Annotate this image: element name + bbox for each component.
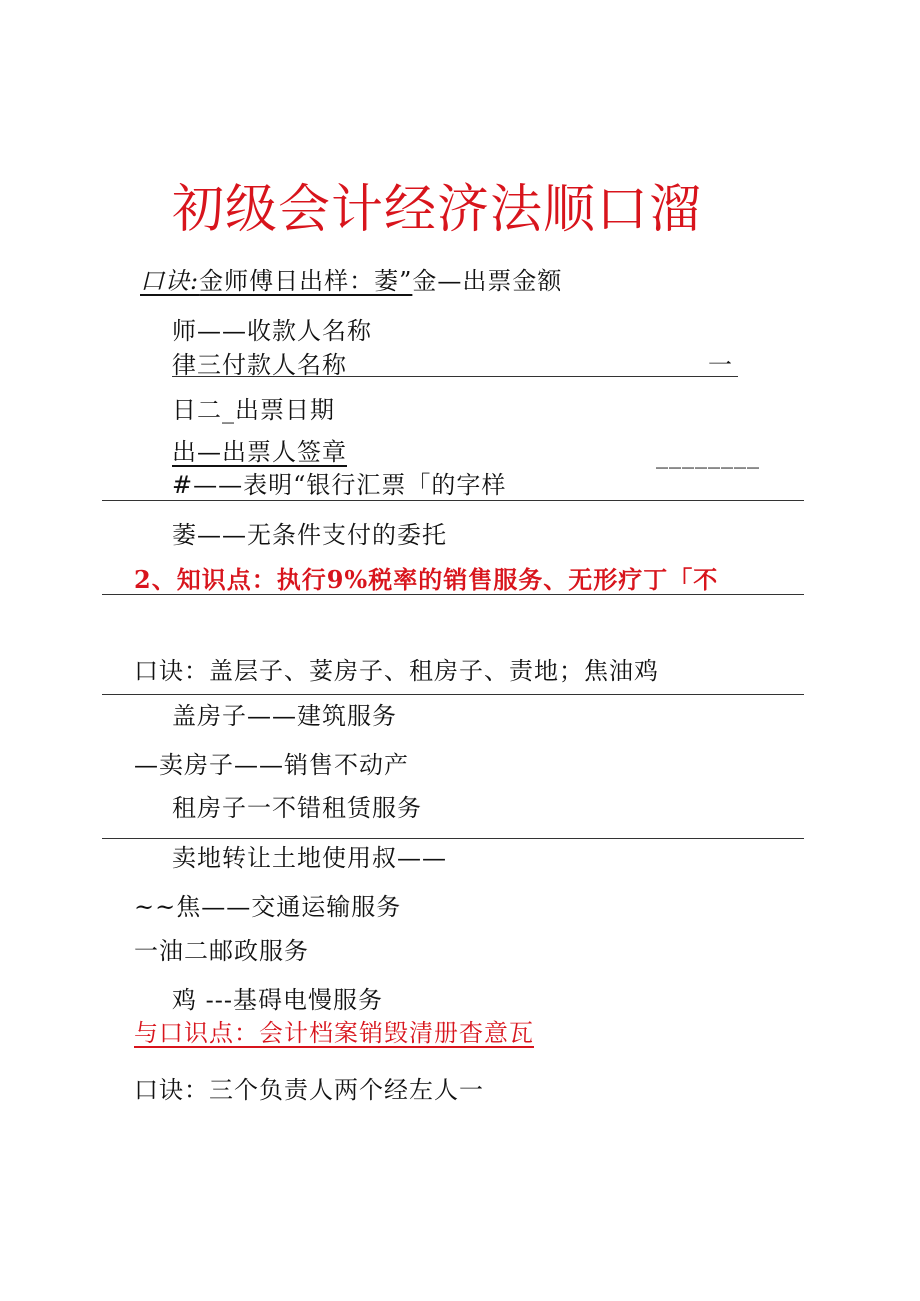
divider-1 [102, 500, 804, 501]
divider-4 [102, 838, 804, 839]
mnemonic-body: 金师傅日出样：萎” [199, 267, 413, 295]
mnemonic-line-2: 口诀：盖层子、荽房子、租房子、责地；焦油鸡 [134, 657, 659, 685]
line-lv: 律三付款人名称 [172, 351, 347, 379]
mnemonic-prefix: 口诀: [140, 267, 200, 295]
line-ri: 日二_出票日期 [172, 396, 335, 424]
mnemonic-tail: 金—出票金额 [412, 267, 563, 295]
line-ji: 鸡 ---基碍电慢服务 [172, 986, 383, 1014]
page-title: 初级会计经济法顺口溜 [172, 180, 703, 240]
mnemonic-line-1 [140, 266, 562, 296]
line-chu-mark: ________ [656, 441, 760, 469]
line-jiao: ~~焦——交通运输服务 [134, 893, 402, 921]
line-gai: 盖房子——建筑服务 [172, 702, 397, 730]
knowledge-point-2: 2、知识点：执行9%税率的销售服务、无形疗丁「不 [134, 565, 719, 594]
underline-lv [172, 376, 738, 377]
divider-3 [102, 694, 804, 695]
line-hash: #——表明“银行汇票「的字样 [172, 471, 507, 499]
line-wei: 萎——无条件支付的委托 [172, 521, 447, 549]
line-mai: —卖房子——销售不动产 [134, 751, 409, 779]
line-maidi: 卖地转让土地使用叔—— [172, 844, 447, 872]
line-lv-mark: 一 [708, 351, 733, 379]
mnemonic-line-3: 口诀：三个负责人两个经左人一 [134, 1076, 484, 1104]
line-you: 一油二邮政服务 [134, 937, 309, 965]
line-chu: 出—出票人签章 [172, 438, 347, 466]
line-zu: 租房子一不错租赁服务 [172, 794, 422, 822]
knowledge-point-3: 与口识点：会计档案销毁清册杳意瓦 [134, 1019, 534, 1047]
line-shi: 师——收款人名称 [172, 317, 372, 345]
divider-2 [102, 594, 804, 595]
